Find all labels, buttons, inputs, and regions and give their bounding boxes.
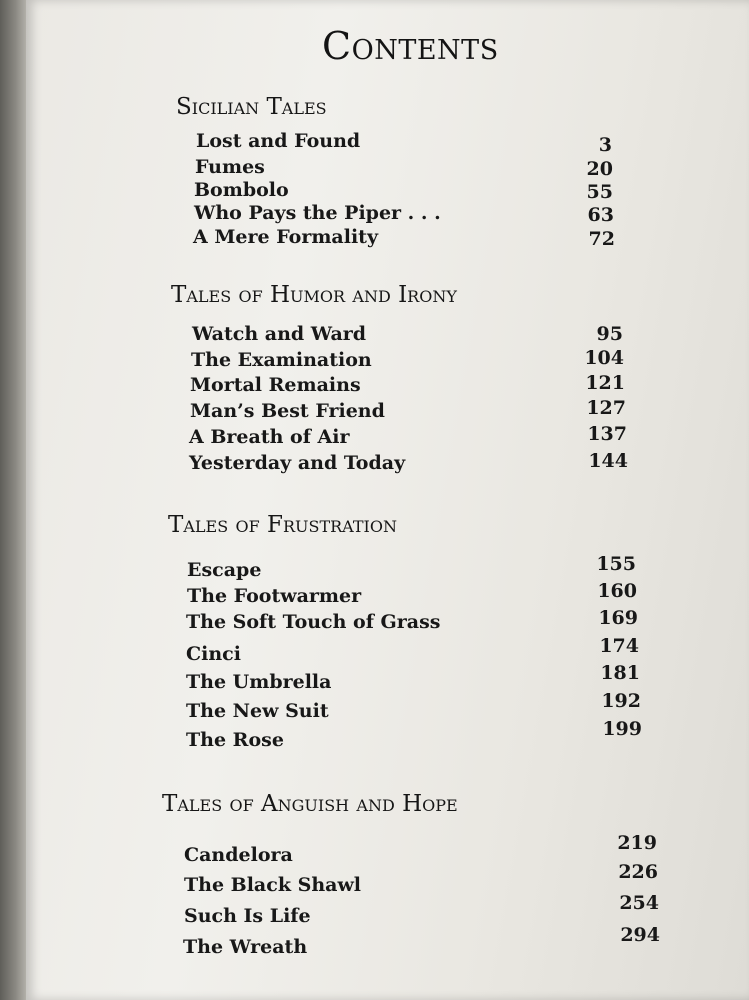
toc-entry-title: The Footwarmer [187, 585, 362, 607]
toc-entry-page: 226 [618, 861, 658, 883]
toc-entry-title: Cinci [186, 643, 241, 665]
toc-entry-title: A Breath of Air [189, 426, 350, 448]
toc-entry-title: The Rose [186, 729, 284, 751]
section-title-frustration: Tales of Frustration [168, 512, 397, 538]
toc-entry-title: Watch and Ward [192, 323, 367, 345]
toc-entry-title: Candelora [184, 844, 293, 866]
toc-entry-title: Escape [187, 559, 262, 581]
page-title: Contents [322, 24, 499, 68]
toc-entry-title: A Mere Formality [193, 226, 378, 248]
toc-entry-title: The Examination [191, 349, 372, 371]
toc-entry-page: 55 [586, 181, 613, 203]
toc-entry-title: Man’s Best Friend [190, 400, 385, 422]
section-title-anguish-hope: Tales of Anguish and Hope [162, 791, 458, 817]
toc-entry-page: 144 [588, 450, 628, 472]
toc-entry-page: 254 [619, 892, 659, 914]
toc-entry-page: 137 [587, 423, 627, 445]
toc-entry-title: The Black Shawl [184, 874, 362, 896]
toc-entry-title: Bombolo [194, 179, 289, 201]
toc-entry-page: 121 [585, 372, 625, 394]
toc-entry-page: 181 [600, 662, 640, 684]
toc-entry-title: The Umbrella [186, 671, 332, 693]
toc-entry-title: The New Suit [186, 700, 329, 722]
toc-entry-page: 219 [617, 832, 657, 854]
toc-entry-page: 95 [596, 323, 623, 345]
toc-entry-page: 192 [601, 690, 641, 712]
toc-entry-title: Lost and Found [196, 130, 361, 152]
toc-entry-title: Who Pays the Piper . . . [194, 202, 441, 224]
contents-page [26, 0, 749, 1000]
toc-entry-page: 63 [587, 204, 614, 226]
toc-entry-title: Fumes [195, 156, 265, 178]
section-title-sicilian-tales: Sicilian Tales [176, 94, 327, 120]
toc-entry-page: 104 [584, 347, 624, 369]
toc-entry-page: 155 [596, 553, 636, 575]
toc-entry-page: 199 [602, 718, 642, 740]
toc-entry-title: Such Is Life [184, 905, 311, 927]
toc-entry-page: 294 [620, 924, 660, 946]
toc-entry-title: Mortal Remains [190, 374, 361, 396]
toc-entry-title: The Wreath [183, 936, 308, 958]
toc-entry-page: 169 [598, 607, 638, 629]
toc-entry-page: 3 [598, 134, 612, 156]
section-title-humor-irony: Tales of Humor and Irony [171, 282, 457, 308]
toc-entry-title: The Soft Touch of Grass [186, 611, 441, 633]
toc-entry-page: 127 [586, 397, 626, 419]
book-spine-edge [0, 0, 28, 1000]
toc-entry-page: 160 [597, 580, 637, 602]
toc-entry-title: Yesterday and Today [189, 452, 406, 474]
toc-entry-page: 20 [586, 158, 613, 180]
toc-entry-page: 174 [599, 635, 639, 657]
toc-entry-page: 72 [588, 228, 615, 250]
